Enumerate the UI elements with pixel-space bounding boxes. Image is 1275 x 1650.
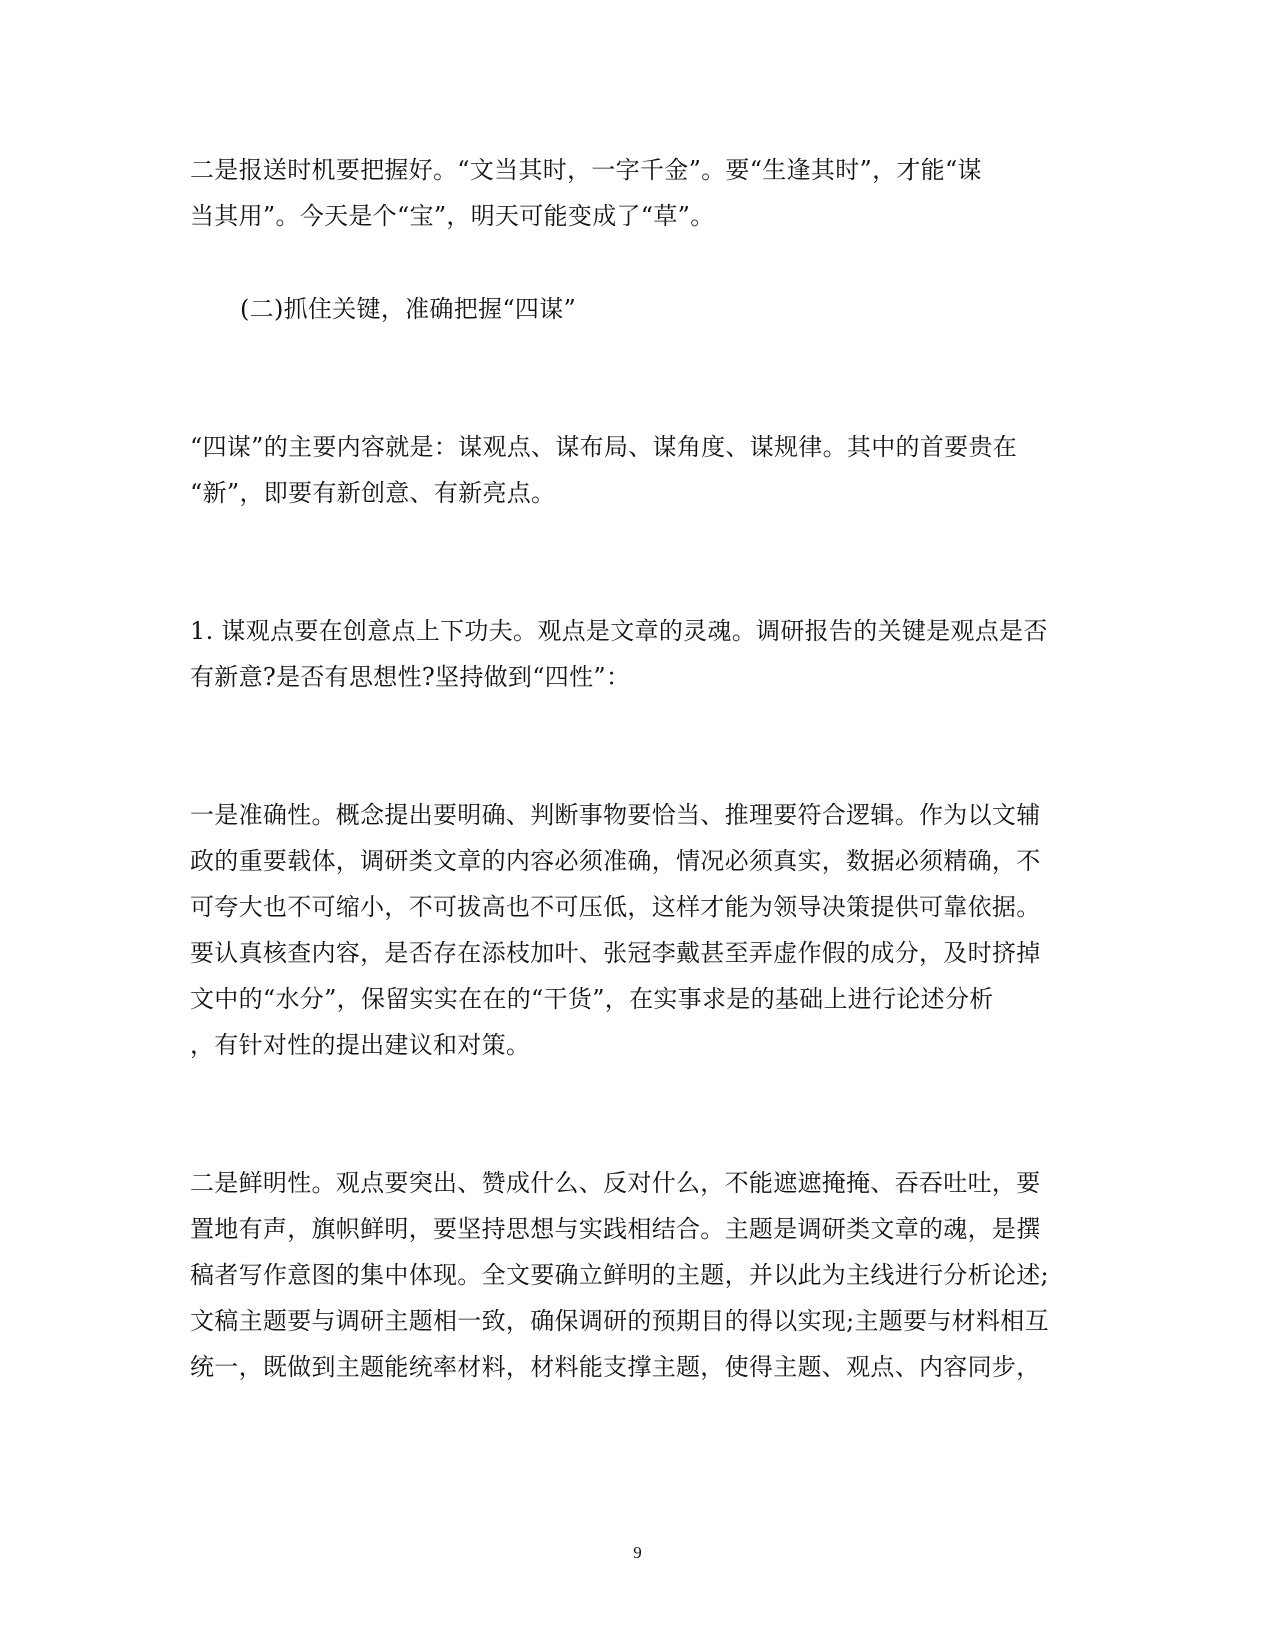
- paragraph-line: 统一，既做到主题能统率材料，材料能支撑主题，使得主题、观点、内容同步，: [190, 1353, 1041, 1381]
- paragraph-line: 置地有声，旗帜鲜明，要坚持思想与实践相结合。主题是调研类文章的魂，是撰: [190, 1215, 1041, 1243]
- page-number: 9: [633, 1543, 642, 1562]
- paragraph-line: “四谋”的主要内容就是：谋观点、谋布局、谋角度、谋规律。其中的首要贵在: [190, 433, 1018, 461]
- paragraph-line: ，有针对性的提出建议和对策。: [190, 1031, 531, 1059]
- paragraph-line: 二是鲜明性。观点要突出、赞成什么、反对什么，不能遮遮掩掩、吞吞吐吐，要: [190, 1169, 1041, 1197]
- paragraph-line: 一是准确性。概念提出要明确、判断事物要恰当、推理要符合逻辑。作为以文辅: [190, 801, 1041, 829]
- paragraph-line: 1. 谋观点要在创意点上下功夫。观点是文章的灵魂。调研报告的关键是观点是否: [190, 617, 1048, 645]
- paragraph-line: 文稿主题要与调研主题相一致，确保调研的预期目的得以实现;主题要与材料相互: [190, 1307, 1049, 1335]
- paragraph-line: 当其用”。今天是个“宝”，明天可能变成了“草”。: [190, 202, 715, 230]
- paragraph-line: 可夸大也不可缩小，不可拔高也不可压低，这样才能为领导决策提供可靠依据。: [190, 893, 1041, 921]
- section-heading: (二)抓住关键，准确把握“四谋”: [240, 295, 577, 323]
- paragraph-line: 稿者写作意图的集中体现。全文要确立鲜明的主题，并以此为主线进行分析论述;: [190, 1261, 1049, 1289]
- paragraph-line: 要认真核查内容，是否存在添枝加叶、张冠李戴甚至弄虚作假的成分，及时挤掉: [190, 939, 1041, 967]
- paragraph-line: 文中的“水分”，保留实实在在的“干货”，在实事求是的基础上进行论述分析: [190, 985, 994, 1013]
- paragraph-line: 有新意?是否有思想性?坚持做到“四性”：: [190, 663, 631, 691]
- paragraph-line: “新”，即要有新创意、有新亮点。: [190, 479, 556, 507]
- paragraph-line: 二是报送时机要把握好。“文当其时，一字千金”。要“生逢其时”，才能“谋: [190, 156, 982, 184]
- paragraph-line: 政的重要载体，调研类文章的内容必须准确，情况必须真实，数据必须精确，不: [190, 847, 1041, 875]
